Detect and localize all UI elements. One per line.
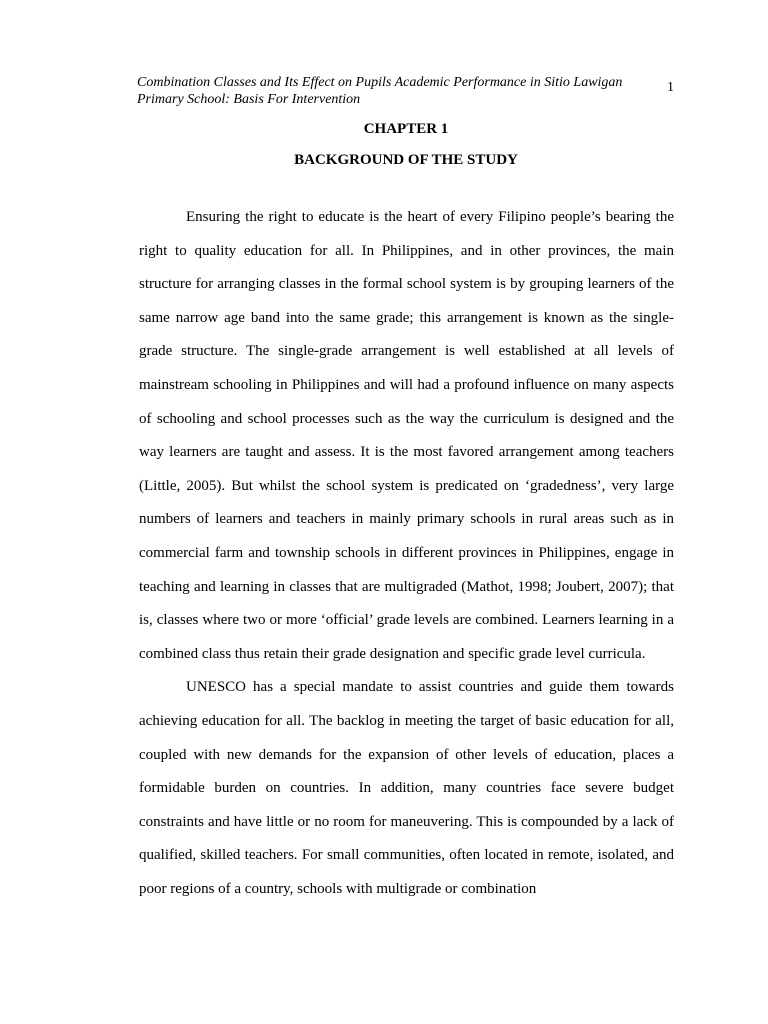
paragraph: UNESCO has a special mandate to assist countries and guide them towards achieving education for all. The backlog in meeting the target of basic education for all, coupled with new demands for the expansion of other levels of education, places a formidable burden on countries. In addition, many countries face severe budget constraints and have little or no room for maneuvering. This is compounded by a lack of qualified, skilled teachers. For small communities, often located in remote, isolated, and poor regions of a country, schools with multigrade or combination	[139, 679, 674, 897]
running-header: Combination Classes and Its Effect on Pupils Academic Performance in Sitio Lawigan Primary School: Basis For Intervention	[137, 75, 623, 107]
body-text	[139, 201, 674, 906]
chapter-number: CHAPTER 1	[363, 121, 449, 137]
chapter-title: BACKGROUND OF THE STUDY	[294, 152, 518, 168]
page-number: 1	[667, 80, 674, 95]
paragraph: Ensuring the right to educate is the heart of every Filipino people’s bearing the right to quality education for all. In Philippines, and in other provinces, the main structure for arranging classes in the formal school system is by grouping learners of the same narrow age band into the same grade; this arrangement is known as the single-grade structure. The single-grade arrangement is well established at all levels of mainstream schooling in Philippines and will had a profound influence on many aspects of schooling and school processes such as the way the curriculum is designed and the way learners are taught and assess. It is the most favored arrangement among teachers (Little, 2005). But whilst the school system is predicated on ‘gradedness’, very large numbers of learners and teachers in mainly primary schools in rural areas such as in commercial farm and township schools in different provinces in Philippines, engage in teaching and learning in classes that are multigraded (Mathot, 1998; Joubert, 2007); that is, classes where two or more ‘official’ grade levels are combined. Learners learning in a combined class thus retain their grade designation and specific grade level curricula.	[139, 209, 674, 662]
